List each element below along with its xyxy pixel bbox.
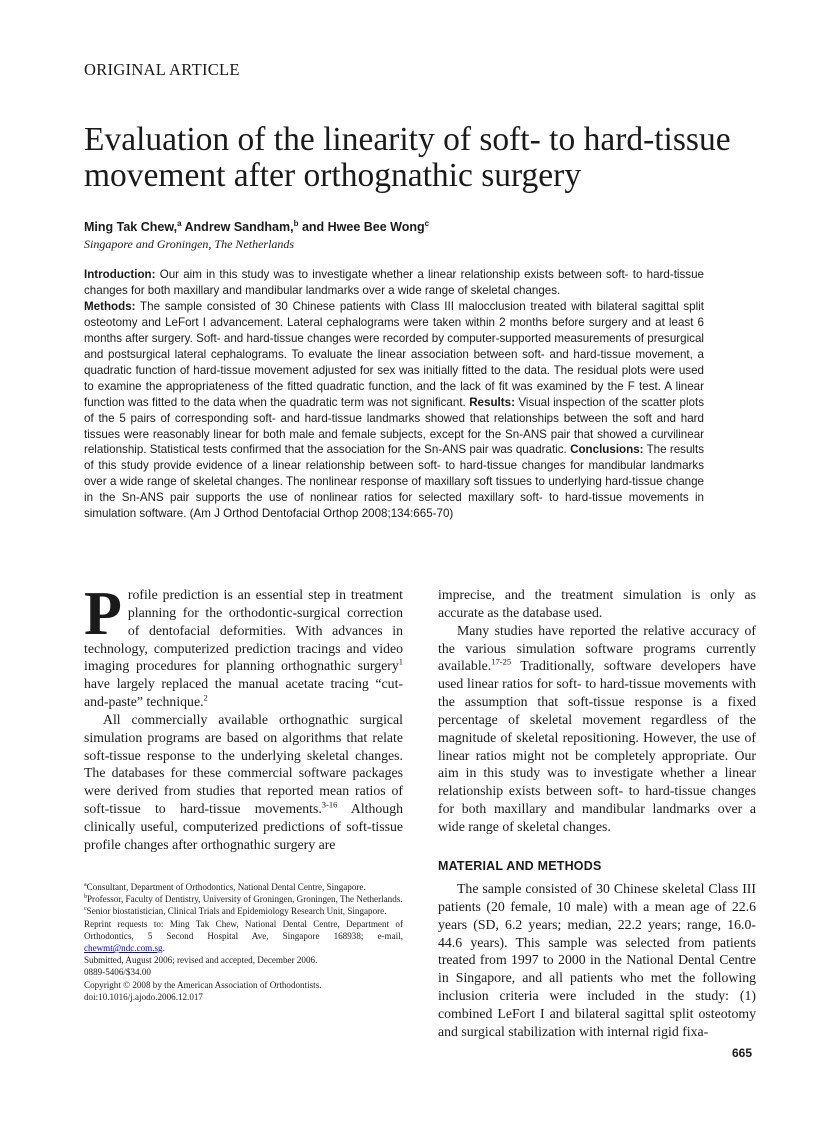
- abstract-results: Visual inspection of the scatter plots of the 5 pairs of corresponding soft- and hard-tissue landmarks showed that relationships between the soft and hard tissues were reasonably linear for both male and female subjects, except for the Sn-ANS pair that showed a curvilinear relationship. Statistical tests confirmed that the association for the Sn-ANS pair was quadratic.: [84, 395, 704, 457]
- body-text: Although clinically useful, computerized predictions of soft-tissue profile changes after orthognathic surgery are: [84, 801, 404, 852]
- author-list: [84, 219, 429, 234]
- section-label: ORIGINAL ARTICLE: [84, 60, 240, 79]
- body-text: have largely replaced the manual acetate tracing “cut-and-paste” technique.: [84, 676, 403, 710]
- abstract-methods-label: Methods:: [84, 299, 136, 313]
- footnote-text: Consultant, Department of Orthodontics, National Dental Centre, Singapore.: [86, 882, 366, 892]
- body-paragraph: [84, 711, 403, 854]
- body-column-left: [84, 580, 404, 854]
- author-name: Ming Tak Chew,: [84, 220, 178, 235]
- body-text: Traditionally, software developers have used linear ratios for soft- to hard-tissue movements with the assumption that soft-tissue response is a fixed percentage of skeletal movement regardless of the magnitude of skeletal repositioning. However, the use of linear ratios might not be completely appropriate. Our aim in this study was to investigate whether a linear relationship exists between soft- to hard-tissue changes for both maxillary and mandibular landmarks over a wide range of skeletal changes.: [438, 658, 756, 834]
- drop-cap: P: [84, 580, 122, 648]
- footnote-mark: a: [84, 881, 87, 888]
- abstract-results-label: Results:: [469, 395, 515, 409]
- citation: 3-16: [321, 799, 338, 810]
- affiliation: Singapore and Groningen, The Netherlands: [84, 237, 295, 251]
- abstract-conclusions-label: Conclusions:: [570, 443, 644, 457]
- abstract-methods: The sample consisted of 30 Chinese patients with Class III malocclusion treated with bilateral sagittal split osteotomy and LeFort I advancement. Lateral cephalograms were taken within 2 months before surgery and at least 6 months after surgery. Soft- and hard-tissue changes were recorded by computer-supported measurements of presurgical and postsurgical lateral cephalograms. To evaluate the linear association between soft- and hard-tissue movement, a quadratic function of hard-tissue movement adjusted for sex was initially fitted to the data. The residual plots were used to examine the appropriateness of the fitted quadratic function, and the lack of fit was examined by the F test. A linear function was fitted to the data when the quadratic term was not significant.: [84, 299, 704, 409]
- footnotes: [84, 881, 403, 1003]
- footnote-text: Professor, Faculty of Dentistry, University of Groningen, Groningen, The Netherlands.: [87, 894, 403, 905]
- body-paragraph: [438, 622, 756, 836]
- author-affiliation-mark: c: [424, 219, 430, 228]
- body-text: rofile prediction is an essential step in treatment planning for the orthodontic-surgical correction of dentofacial deformities. With advances in technology, computerized prediction tracings and video imaging procedures for planning orthognathic surgery: [84, 587, 403, 674]
- footnote-text: .: [162, 943, 165, 954]
- submission-dates: Submitted, August 2006; revised and accepted, December 2006.: [84, 955, 318, 966]
- footnote: [84, 881, 403, 893]
- author-name: and Hwee Bee Wong: [298, 220, 425, 235]
- article-title: Evaluation of the linearity of soft- to hard-tissue movement after orthognathic surgery: [84, 121, 731, 194]
- body-text: imprecise, and the treatment simulation is only as accurate as the database used.: [438, 587, 756, 620]
- citation: 17-25: [491, 656, 512, 667]
- author-affiliation-mark: a: [177, 219, 182, 228]
- author-name: Andrew Sandham,: [181, 220, 294, 235]
- citation: 2: [203, 692, 208, 703]
- footnote: [84, 893, 403, 905]
- copyright: Copyright © 2008 by the American Association of Orthodontists.: [84, 979, 322, 990]
- body-paragraph: The sample consisted of 30 Chinese skeletal Class III patients (20 female, 10 male) with a mean age of 22.6 years (SD, 6.2 years; median, 22.2 years; range, 16.0-44.6 years). This sample was selected from patients treated from 1997 to 2000 in the National Dental Centre in Singapore, and all patients who met the following inclusion criteria were included in the study: (1) combined LeFort I and bilateral sagittal split osteotomy and surgical stabilization with internal rigid fixa-: [438, 881, 756, 1039]
- footnote-mark: c: [84, 906, 87, 913]
- section-heading: MATERIAL AND METHODS: [438, 859, 602, 873]
- author-affiliation-mark: b: [293, 219, 299, 228]
- email-link[interactable]: chewmt@ndc.com.sg: [84, 943, 163, 954]
- body-text: All commercially available orthognathic surgical simulation programs are based on algorithms that relate soft-tissue response to the underlying skeletal changes. The databases for these commercial software packages were derived from studies that reported mean ratios of soft-tissue to hard-tissue movements.: [84, 711, 403, 817]
- reprint-requests: [84, 918, 403, 955]
- body-column-right: [438, 586, 756, 836]
- body-paragraph: [438, 586, 756, 622]
- body-column-right-lower: [438, 880, 756, 1041]
- body-text: Many studies have reported the relative accuracy of the various simulation software programs currently available.: [438, 622, 756, 674]
- abstract-conclusions: The results of this study provide evidence of a linear relationship between soft- to hard-tissue changes for mandibular landmarks over a wide range of skeletal changes. The nonlinear response of maxillary soft tissues to underlying hard-tissue change in the Sn-ANS pair supports the use of nonlinear ratios for selected maxillary soft- to hard-tissue movements in simulation software. (Am J Orthod Dentofacial Orthop 2008;134:665-70): [84, 443, 704, 521]
- body-paragraph: [84, 580, 403, 711]
- footnote-mark: b: [84, 894, 87, 901]
- footnote-text: Senior biostatistician, Clinical Trials and Epidemiology Research Unit, Singapore.: [86, 906, 387, 917]
- abstract: [84, 267, 704, 522]
- doi: doi:10.1016/j.ajodo.2006.12.017: [84, 991, 203, 1002]
- page-number: 665: [732, 1046, 753, 1060]
- citation: 1: [398, 656, 403, 667]
- footnote-text: Reprint requests to: Ming Tak Chew, National Dental Centre, Department of Orthodontics, 5 Second Hospital Ave, Singapore 168938; e-mail,: [84, 918, 403, 941]
- abstract-introduction-label: Introduction:: [84, 268, 156, 281]
- abstract-introduction: Our aim in this study was to investigate whether a linear relationship exists between soft- to hard-tissue changes for both maxillary and mandibular landmarks over a wide range of skeletal changes.: [84, 268, 704, 297]
- footnote: [84, 905, 403, 917]
- issn: 0889-5406/$34.00: [84, 967, 151, 978]
